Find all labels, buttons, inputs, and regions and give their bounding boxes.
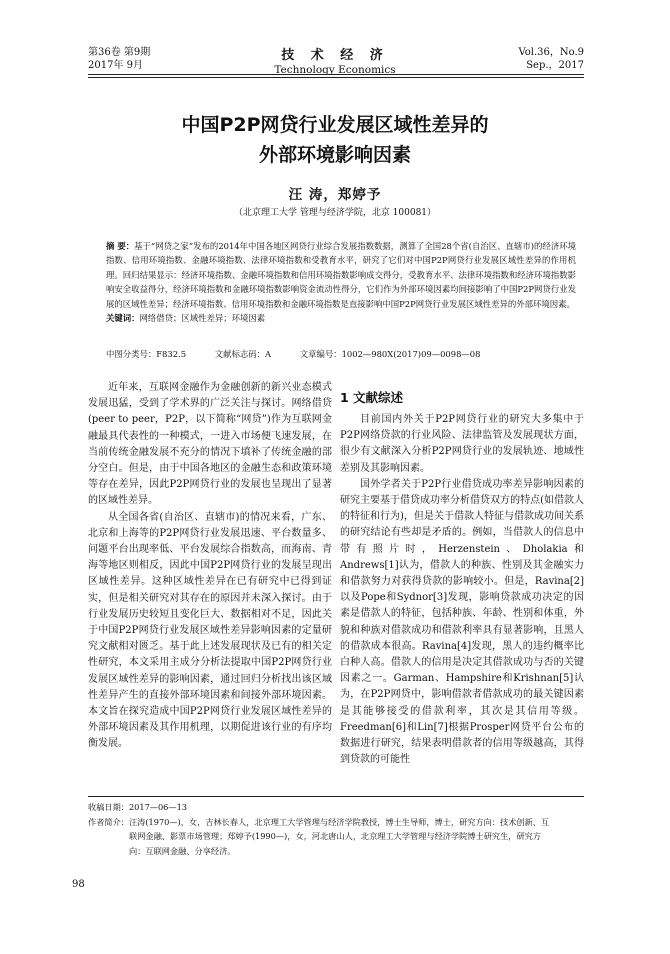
header-rule-2 (88, 77, 584, 78)
journal-name-cn: 技 术 经 济 (281, 48, 389, 63)
header-left (88, 46, 150, 72)
doc-code: 文献标志码：A (214, 349, 272, 359)
vol-en: Vol.36，No.9 (518, 47, 584, 58)
date-en: Sep.，2017 (526, 60, 584, 71)
paper-title-line2: 外部环境影响因素 (258, 144, 411, 166)
paragraph: 近年来，互联网金融作为金融创新的新兴业态模式发展迅猛，受到了学术界的广泛关注与探讨。网络借贷(peer to peer，P2P，以下简称“网贷”)作为互联网金融最具代表性的一种模式，一进入市场便飞速发展，在当前传统金融发展不充分的情况下填补了传统金融的部分空白。但是，由于中国各地区的金融生态和政策环境等存在差异，因此P2P网贷行业的发展也呈现出了显著的区域性差异。 (88, 382, 332, 507)
paragraph: 目前国内外关于P2P网贷行业的研究大多集中于P2P网络贷款的行业风险、法律监管及发展现状方面，很少有文献深入分析P2P网贷行业的发展轨迹、地域性差别及其影响因素。 (340, 414, 584, 474)
paragraph: 从全国各省(自治区、直辖市)的情况来看，广东、北京和上海等的P2P网贷行业发展迅速、平台数量多、问题平台出现率低、平台发展综合指数高，而海南、青海等地区则相反，因此中国P2P网贷行业的发展呈现出区域性差异。这种区域性差异在已有研究中已得到证实，但是相关研究对其存在的原因并未深入探讨。由于行业发展历史较短且变化巨大、数据相对不足，因此关于中国P2P网贷行业发展区域性差异影响因素的定量研究文献相对匮乏。基于此上述发展现状及已有的相关定性研究，本文采用主成分分析法提取中国P2P网贷行业发展区域性差异的影响因素，通过回归分析找出该区域性差异产生的直接外部环境因素和间接外部环境因素。本文旨在探究造成中国P2P网贷行业发展区域性差异的外部环境因素及其作用机理，以期促进该行业的有序均衡发展。 (88, 511, 332, 750)
paragraph: 国外学者关于P2P行业借贷成功率差异影响因素的研究主要基于借贷成功率分析借贷双方的特点(如借款人的特征和行为)，但是关于借款人特征与借款成功间关系的研究结论有些却是矛盾的。例如，当借款人的信息中带有照片时，Herzenstein、Dholakia和Andrews[1]认为，借款人的种族、性别及其金融实力和借款努力对获得贷款的影响较小。但是，Ravina[2]以及Pope和Sydnor[3]发现，影响贷款成功决定的因素是借款人的特征，包括种族、年龄、性别和体重，外貌和种族对借款成功和借款利率具有显著影响，且黑人的借款成本很高。Ravina[4]发现，黑人的违约概率比白种人高。借款人的信用是决定其借款成功与否的关键因素之一。Garman、Hampshire和Krishnan[5]认为，在P2P网贷中，影响借款者借款成功的最关键因素是其能够接受的借款利率，其次是其信用等级。Freedman[6]和Lin[7]根据Prosper网贷平台公布的数据进行研究，结果表明借款者的信用等级越高，其得到贷款的可能性 (340, 478, 584, 766)
bio-label: 作者简介： (88, 816, 129, 827)
author-bio (88, 815, 588, 859)
paper-title-line1: 中国P2P网贷行业发展区域性差异的 (181, 114, 489, 136)
clc-number: 中图分类号：F832.5 (106, 349, 187, 359)
journal-name-en: Technology Economics (274, 64, 396, 76)
year-month: 2017年 9月 (88, 60, 143, 71)
keywords: 网络借贷；区域性差异；环境因素 (139, 313, 266, 324)
article-number: 文章编号：1002—980X(2017)09—0098—08 (299, 349, 481, 359)
volume-issue: 第36卷 第9期 (88, 47, 151, 58)
abstract-text: 基于“网贷之家”发布的2014年中国各地区网贷行业综合发展指数数据，测算了全国28个省(自治区、直辖市)的经济环境指数、信用环境指数、金融环境指数、法律环境指数和受教育水平，研究了它们对中国P2P网贷行业发展区域性差异的作用机理。回归结果显示：经济环境指数、金融环境指数和信用环境指数影响成交得分，受教育水平、法律环境指数和经济环境指数影响安全收益得分，经济环境指数和金融环境指数影响资金流动性得分，它们作为外部环境因素均间接影响了中国P2P网贷行业发展的区域性差异；经济环境指数、信用环境指数和金融环境指数是直接影响中国P2P网贷行业发展区域性差异的外部环境因素。 (106, 241, 576, 309)
header-rule (88, 74, 584, 75)
body-right-column (340, 412, 584, 768)
abstract (106, 239, 576, 325)
abstract-label: 摘 要： (106, 241, 135, 251)
keywords-label: 关键词： (106, 313, 140, 324)
received-date: 收稿日期：2017—06—13 (88, 802, 187, 812)
page-number: 98 (72, 879, 85, 890)
bio-line1: 汪涛(1970—)，女，吉林长春人，北京理工大学管理与经济学院教授，博士生导师，博士，研究方向：技术创新、互 (128, 816, 550, 827)
body-left-column (88, 380, 332, 753)
bio-line3: 向：互联网金融、分享经济。 (129, 845, 236, 856)
affiliation: （北京理工大学 管理与经济学院，北京 100081） (233, 208, 437, 218)
authors: 汪 涛，郑婷予 (288, 187, 382, 203)
classification-line (106, 348, 576, 360)
header-right (470, 46, 584, 72)
header-center (220, 44, 450, 76)
bio-line2: 联网金融、影票市场管理；郑婷予(1990—)，女，河北唐山人，北京理工大学管理与经济学院博士研究生，研究方 (129, 831, 542, 841)
section-heading: 1 文献综述 (340, 390, 404, 405)
footnote-rule (88, 796, 584, 797)
footnotes (88, 800, 588, 858)
